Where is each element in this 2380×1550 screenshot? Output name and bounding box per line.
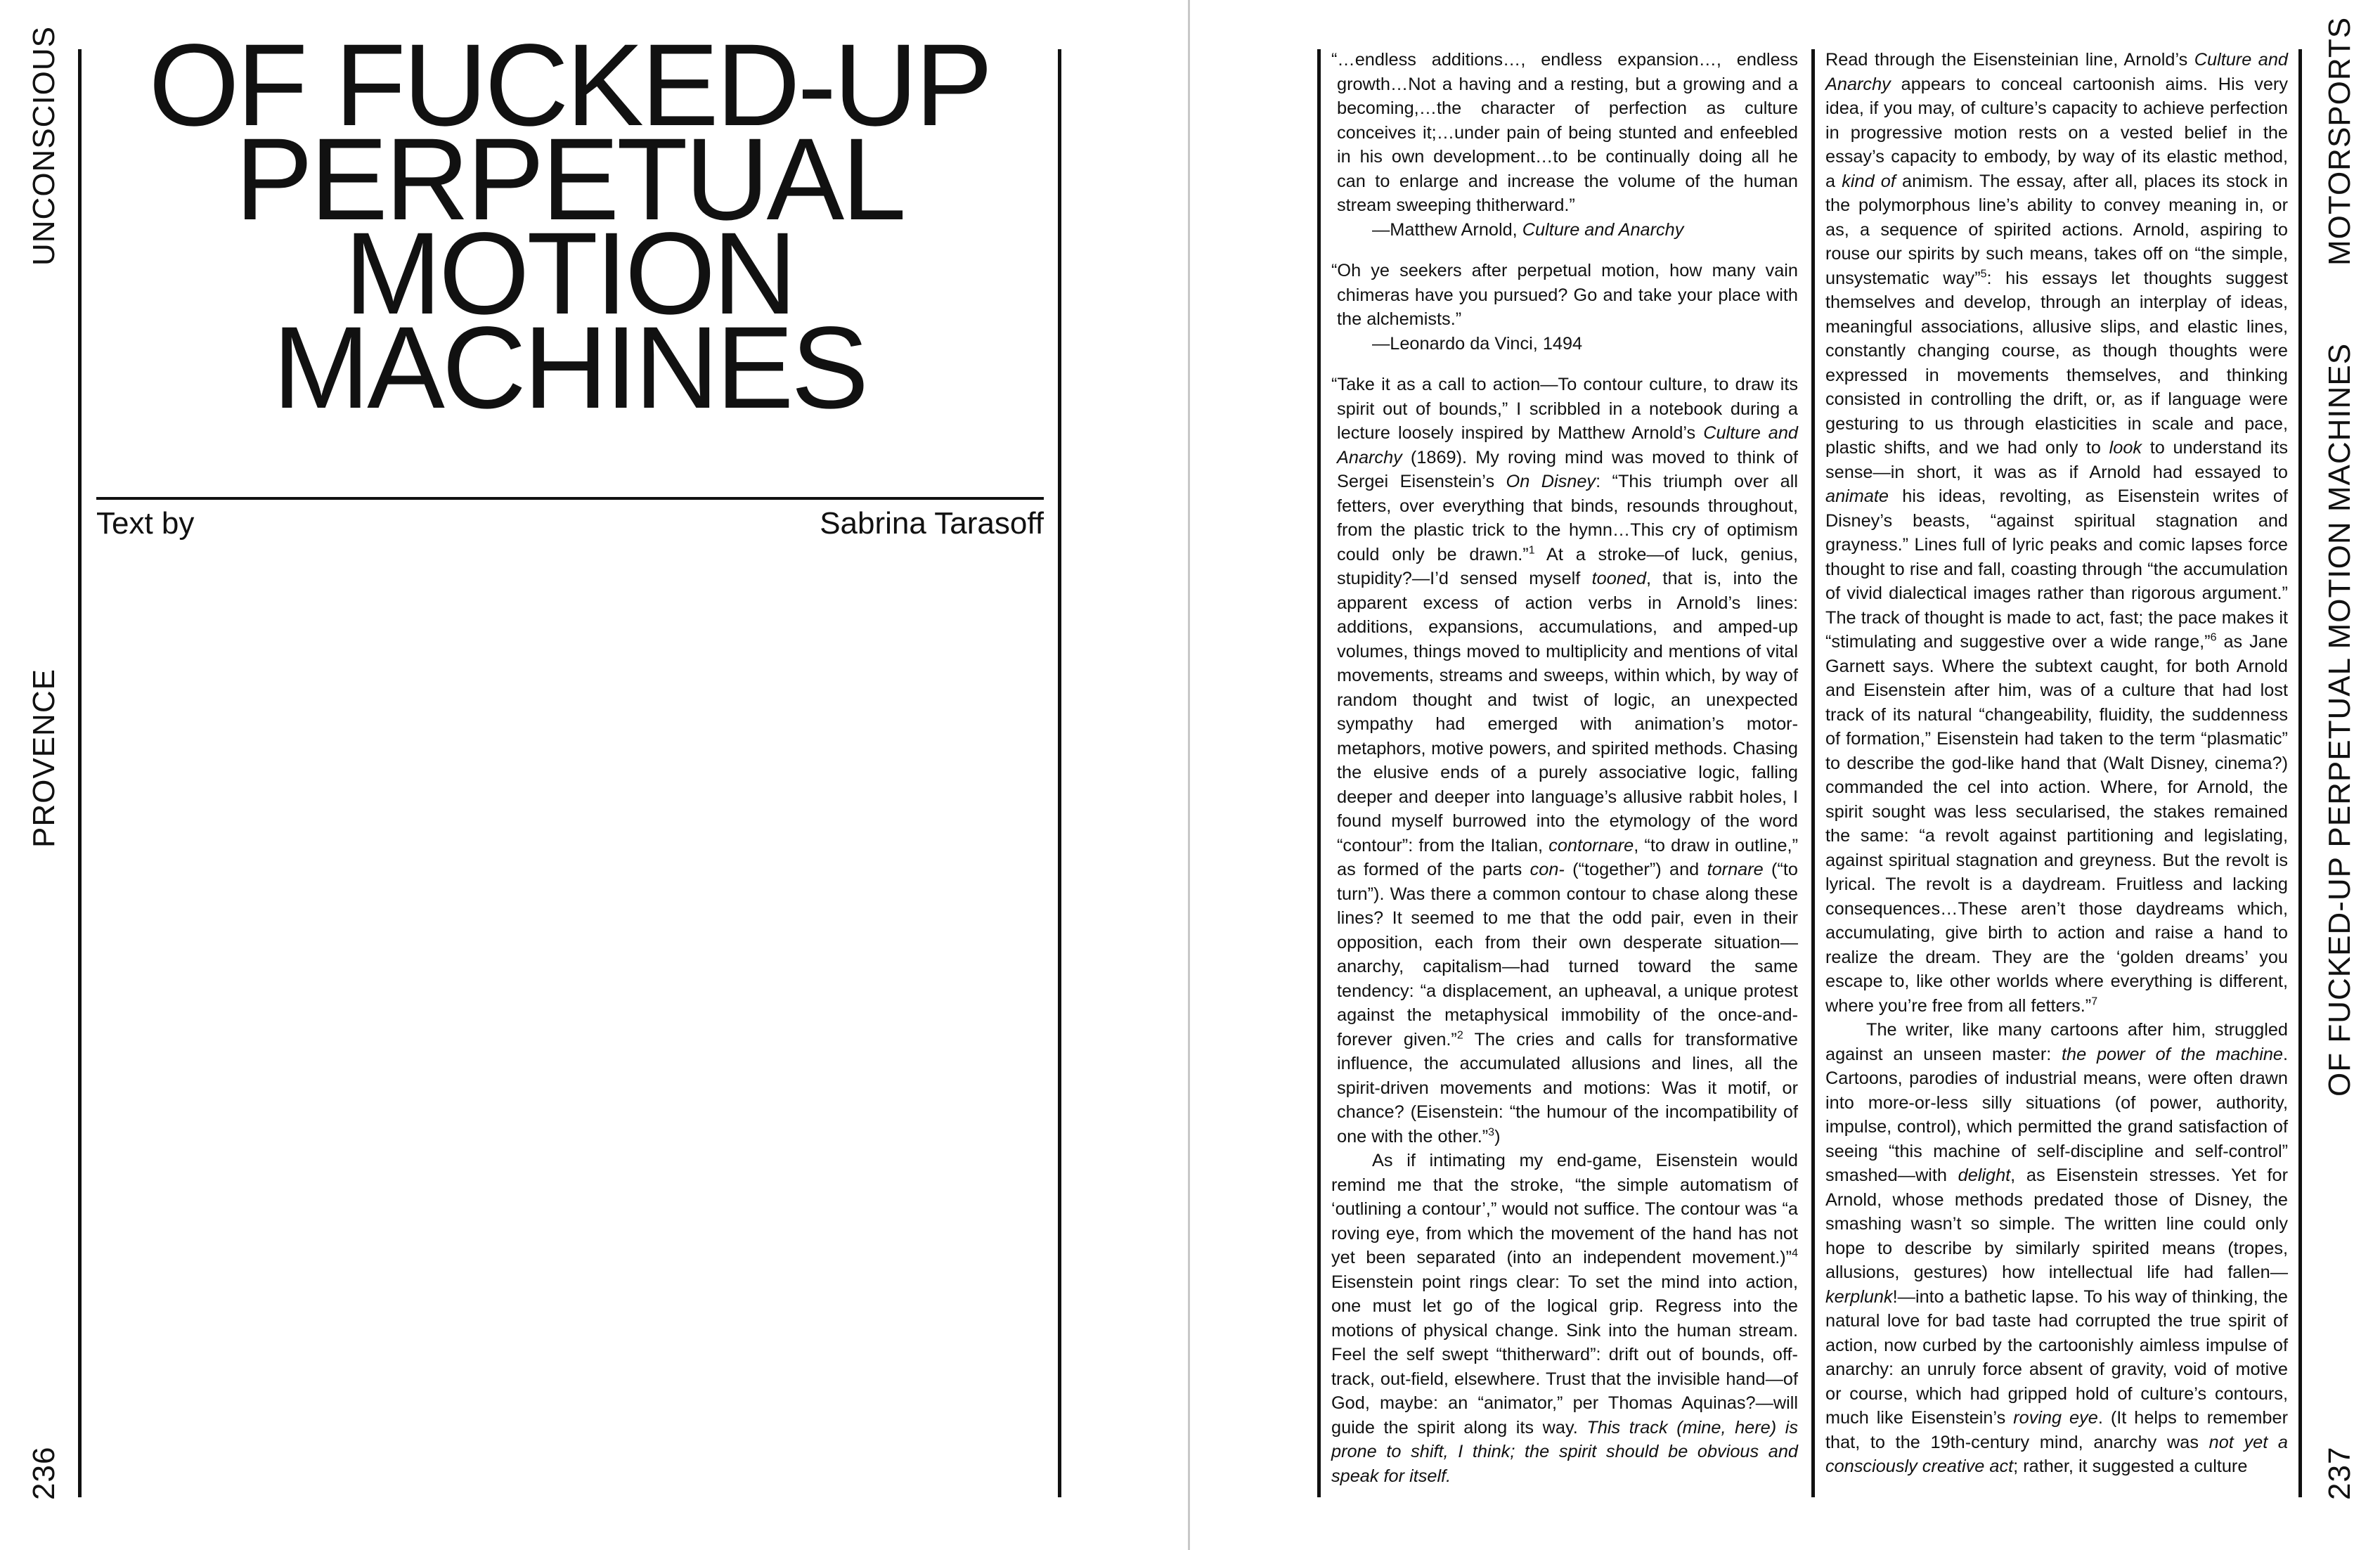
byline-rule [96, 497, 1044, 500]
location-label: PROVENCE [27, 669, 61, 848]
italic-run: not yet a consciously creative act [1825, 1432, 2289, 1476]
italic-run: kind of [1842, 171, 1896, 191]
footnote-ref: 6 [2210, 631, 2217, 644]
text-run: , that is, into the apparent excess of action verbs in Arnold’s lines: additions, expansions, accumulations, and amped-up volumes, things moved to multiplicity and mentions of vital movements, streams and sweeps, within which, by way of random thought and twist of logic, an unexpected sympathy had emerged with animation’s motor-metaphors, motive powers, and spirited methods. Chasing the elusive ends of a purely associative logic, falling deeper and deeper into language’s allusive rabbit holes, I found myself burrowed into the etymology of the word “contour”: from the Italian, [1337, 569, 1798, 855]
text-column-1 [1331, 48, 1798, 1488]
body-paragraph [1331, 1149, 1798, 1488]
page-gutter [1188, 0, 1190, 1550]
text-run: As if intimating my end-game, Eisenstein would remind me that the stroke, “the simple automatism of ‘outlining a contour’,” would not suffice. The contour was “a roving eye, from which the movement of the hand has not yet been separated (into an independent movement.)” [1331, 1151, 1798, 1267]
epigraph: “Oh ye seekers after perpetual motion, how many vain chimeras have you pursued? Go and take your place with the alchemists.” [1331, 261, 1798, 329]
body-paragraph [1331, 373, 1798, 1149]
title-line: MOTION [344, 209, 794, 339]
footnote-ref: 3 [1488, 1126, 1495, 1139]
author-name: Sabrina Tarasoff [820, 506, 1044, 541]
italic-run: animate [1825, 486, 1889, 506]
footnote-ref: 7 [2091, 995, 2098, 1008]
footnote-ref: 4 [1792, 1247, 1798, 1260]
title-line: PERPETUAL [235, 115, 904, 245]
text-run: (“together”) and [1564, 860, 1707, 879]
text-run: . (It helps to remember that, to the 19th-century mind, anarchy was [1825, 1408, 2288, 1452]
italic-run: tornare [1707, 860, 1764, 879]
column-rule-middle [1811, 49, 1815, 1497]
attribution-author: —Matthew Arnold, [1372, 219, 1522, 240]
text-run: : “This triumph over all fetters, over everything that binds, resounds throughout, from the plastic trick to the hymn…This cry of optimism could only be drawn.” [1337, 472, 1798, 564]
epigraph: “…endless additions…, endless expansion…, endless growth…Not a having and a resting, but a growing and a becoming,…the character of perfection as culture conceives it;…under pain of being stunted and enfeebled in his own development…to be continually doing all he can to enlarge and increase the volume of the human stream sweeping thitherward.” [1331, 50, 1798, 215]
right-rule [1058, 49, 1061, 1497]
text-run: (“to turn”). Was there a common contour to chase along these lines? It seemed to me that the odd pair, even in their opposition, each from their own desperate situation—anarchy, capitalism—had turned toward the same tendency: “a displacement, an upheaval, a unique protest against the metaphysical immobility of the once-and-forever given.” [1337, 860, 1798, 1050]
text-run: The cries and calls for transformative influence, the accumulated allusions and lines, all the spirit-driven movements and motions: Was it motif, or chance? (Eisenstein: “the humour of the incompatibility of one with the other.” [1337, 1029, 1798, 1147]
footnote-ref: 1 [1528, 544, 1535, 557]
text-run: : his essays let thoughts suggest themselves and develop, through an interplay of ideas, meaningful associations, allusive slips, and elastic lines, constantly changing course, as though thoughts were expressed in movements themselves, and thinking consisted in controlling the drift, or, as if language were gesturing to us through elasticities in scale and pace, plastic shifts, and we had only to [1825, 268, 2289, 458]
left-page [0, 0, 1188, 1550]
text-run: , “to draw in outline,” as formed of the parts [1337, 835, 1798, 879]
italic-run: contornare [1548, 835, 1634, 855]
running-title: OF FUCKED-UP PERPETUAL MOTION MACHINES [2322, 342, 2357, 1097]
title-line: OF FUCKED-UP [148, 20, 990, 150]
page-number: 237 [2322, 1446, 2357, 1500]
text-run: “Take it as a call to action—To contour culture, to draw its spirit out of bounds,” I scribbled in a notebook during a lecture loosely inspired by Matthew Arnold’s [1331, 375, 1798, 443]
attribution-work: Culture and Anarchy [1522, 219, 1684, 240]
epigraph-attribution: —Leonardo da Vinci, 1494 [1372, 333, 1583, 354]
text-run: , as Eisenstein stresses. Yet for Arnold, whose methods predated those of Disney, the smashing wasn’t so simple. The written line could only hope to describe by similarly spirited means (tropes, allusions, gestures) how intellectual life had fallen— [1825, 1165, 2288, 1282]
italic-run: This track (mine, here) is prone to shift, I think; the spirit should be obvious and speak for itself. [1331, 1417, 1798, 1486]
title-line: MACHINES [272, 303, 867, 433]
italic-run: delight [1958, 1165, 2011, 1185]
footnote-ref: 5 [1980, 268, 1987, 280]
right-page [1191, 0, 2380, 1550]
text-run: to understand its sense—in short, it was as if Arnold had essayed to [1825, 438, 2288, 482]
italic-run: kerplunk [1825, 1286, 1893, 1307]
italic-run: the power of the machine [2062, 1044, 2283, 1064]
text-run: appears to conceal cartoonish aims. His very idea, if you may, of culture’s capacity to achieve perfection in progressive motion rests on a vested belief in the essay’s capacity to embody, by way of its elastic method, a [1825, 74, 2288, 191]
text-run: ) [1494, 1126, 1501, 1147]
left-rule [78, 49, 82, 1497]
italic-run: On Disney [1506, 472, 1596, 491]
byline-prefix: Text by [96, 506, 195, 541]
section-label: MOTORSPORTS [2322, 16, 2357, 266]
text-run: . Cartoons, parodies of industrial means, were often drawn into more-or-less silly situations (of power, authority, impulse, control), which permitted the grand satisfaction of seeing “this machine of self-discipline and self-control” smashed—with [1825, 1044, 2288, 1185]
text-run: animism. The essay, after all, places its stock in the polymorphous line’s ability to convey meaning in, or as, a sequence of spirited actions. Arnold, aspiring to rouse our spirits by such means, takes off on “the simple, unsystematic way” [1825, 171, 2288, 288]
italic-run: tooned [1591, 569, 1647, 588]
column-rule-right [2298, 49, 2302, 1497]
section-label: UNCONSCIOUS [27, 25, 61, 266]
article-title [105, 20, 1033, 433]
footnote-ref: 2 [1456, 1029, 1463, 1042]
text-run: Read through the Eisensteinian line, Arnold’s [1825, 50, 2194, 70]
column-rule-left [1317, 49, 1321, 1497]
body-paragraph [1825, 1018, 2288, 1479]
italic-run: look [2109, 438, 2142, 458]
body-paragraph [1825, 48, 2288, 1018]
text-run: At a stroke—of luck, genius, stupidity?—I’d sensed myself [1337, 544, 1798, 588]
text-column-2 [1825, 48, 2288, 1479]
italic-run: Culture and Anarchy [1825, 50, 2288, 94]
italic-run: roving eye [2013, 1408, 2098, 1428]
text-run: Eisenstein point rings clear: To set the mind into action, one must let go of the logical grip. Regress into the motions of physical change. Sink into the human stream. Feel the self swept “thitherward”: drift out of bounds, off-track, out-field, elsewhere. Trust that the invisible hand—of God, maybe: an “animator,” per Thomas Aquinas?—will guide the spirit along its way. [1331, 1272, 1798, 1438]
text-run: his ideas, revolting, as Eisenstein writes of Disney’s beasts, “against spiritual stagnation and grayness.” Lines full of lyric peaks and comic lapses force thought to rise and fall, coasting through “the accumulation of vivid dialectical images rather than rigorous argument.” The track of thought is made to act, fast; the pace makes it “stimulating and suggestive over a wide range,” [1825, 486, 2288, 652]
text-run: ; rather, it suggested a culture [2013, 1457, 2248, 1476]
text-run: The writer, like many cartoons after him, struggled against an unseen master: [1825, 1020, 2288, 1064]
text-run: as Jane Garnett says. Where the subtext caught, for both Arnold and Eisenstein after him, was of a culture that had lost track of its natural “changeability, fluidity, the suddenness of formation,” Eisenstein had taken to the term “plasmatic” to describe the god-like hand that (Walt Disney, cinema?) commanded the cel into action. Where, for Arnold, the spirit sought was less secularised, the stakes remained the same: “a revolt against partitioning and legislating, against spiritual stagnation and greyness. But the revolt is lyrical. The revolt is a daydream. Fruitless and lacking consequences…These aren’t those daydreams which, accumulating, give birth to action and raise a hand to realize the dream. They are the ‘golden dreams’ you escape to, like other worlds where everything is different, where you’re free from all fetters.” [1825, 632, 2288, 1016]
epigraph-attribution [1331, 218, 1798, 243]
text-run: !—into a bathetic lapse. To his way of thinking, the natural love for bad taste had corrupted the true spirit of action, now curbed by the cartoonishly aimless impulse of anarchy: an unruly force absent of gravity, void of motive or course, which had gripped hold of culture’s contours, much like Eisenstein’s [1825, 1286, 2288, 1428]
italic-run: Culture and Anarchy [1337, 423, 1798, 467]
text-run: (1869). My roving mind was moved to think of Sergei Eisenstein’s [1337, 447, 1798, 491]
italic-run: con- [1529, 860, 1565, 879]
page-number: 236 [27, 1446, 61, 1500]
